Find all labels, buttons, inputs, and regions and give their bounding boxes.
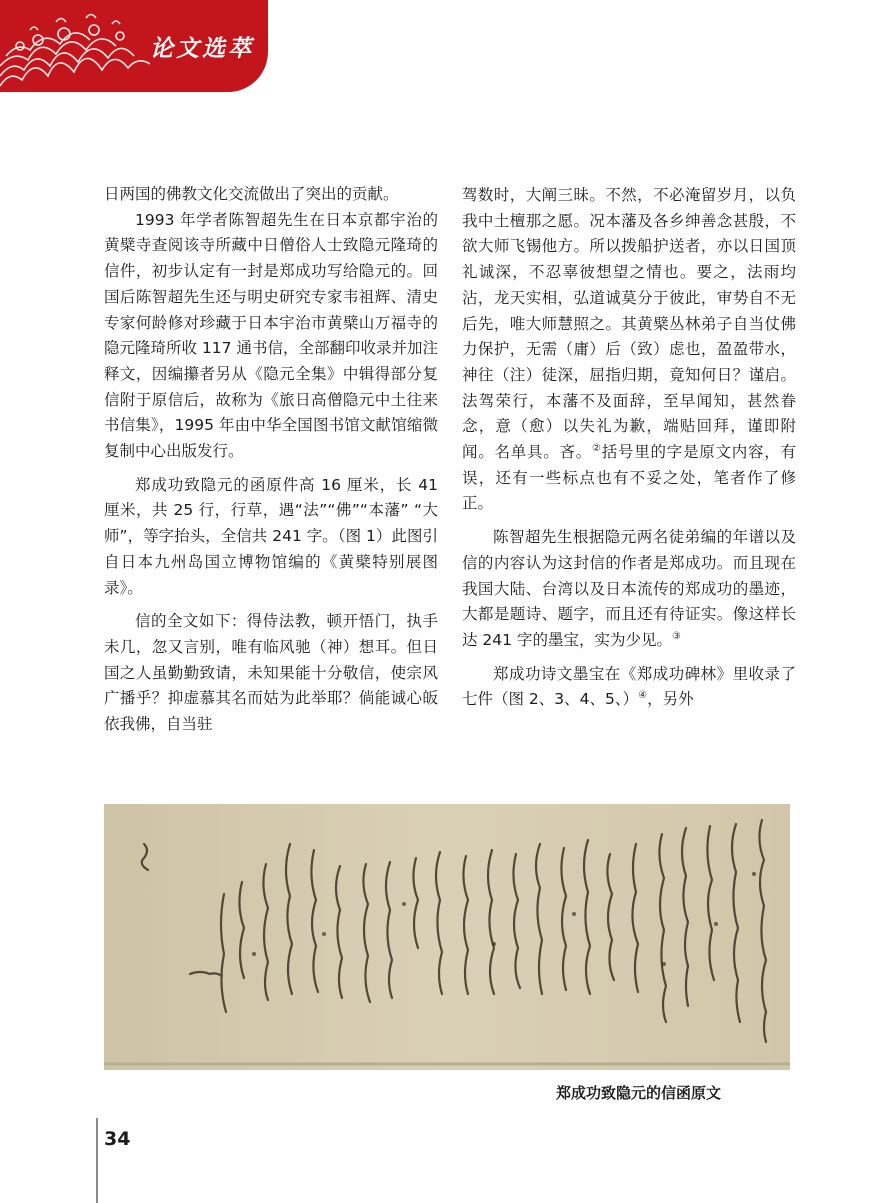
section-header-banner bbox=[0, 0, 268, 92]
paragraph-text: ，另外 bbox=[647, 690, 694, 709]
paragraph: 信的全文如下：得侍法教，顿开悟门，执手未几，忽又言别，唯有临风驰（神）想耳。但日国之人虽勤勤致请，未知果能十分敬信，使宗风广播乎？抑虚慕其名而姑为此举耶？倘能诚心皈依我佛，自当驻 bbox=[104, 612, 438, 734]
paragraph: 1993 年学者陈智超先生在日本京都宇治的黄檗寺查阅该寺所藏中日僧俗人士致隐元隆琦的信件，初步认定有一封是郑成功写给隐元的。回国后陈智超先生还与明史研究专家韦祖辉、清史 专家何龄修对珍藏于日本宇治市黄檗山万福寺的隐元隆琦所收 117 通书信，全部翻印收录并加注释文，因编攥者另从《隐元全集》中辑得部分复信附于原信后，故称为《旅日高僧隐元中土往来书信集》，1995 年由中华全国图书馆文献馆缩微复制中心出版发行。 bbox=[104, 210, 438, 461]
paragraph bbox=[462, 183, 796, 517]
page-number: 34 bbox=[104, 1128, 131, 1150]
paragraph: 日两国的佛教文化交流做出了突出的贡献。 bbox=[104, 185, 399, 203]
paragraph-text: 陈智超先生根据隐元两名徒弟编的年谱以及信的内容认为这封信的作者是郑成功。而且现在我国大陆、台湾以及日本流传的郑成功的墨迹，大都是题诗、题字，而且还有待证实。像这样长达 241 字的墨宝，实为少见。 bbox=[462, 528, 796, 649]
paragraph bbox=[462, 525, 796, 654]
footnote-ref: ② bbox=[592, 442, 602, 454]
left-column bbox=[104, 182, 438, 738]
footnote-ref: ④ bbox=[638, 690, 648, 702]
paragraph: 郑成功致隐元的函原件高 16 厘米，长 41 厘米，共 25 行，行草，遇“法”“佛”“本藩” “大师”，等字抬头，全信共 241 字。（图 1）此图引自日本九州岛国立博物馆编的《黄檗特别展图录》。 bbox=[104, 475, 438, 597]
figure-caption: 郑成功致隐元的信函原文 bbox=[556, 1084, 722, 1102]
letter-calligraphy-image bbox=[104, 804, 790, 1070]
right-column bbox=[462, 183, 796, 713]
paragraph-tail: 括号里的字是原文内容，有误，还有一些标点也有不妥之处，笔者作了修正。 bbox=[462, 443, 796, 513]
wave-pattern-icon bbox=[0, 0, 150, 92]
letter-text: 驾数时，大阐三昧。不然，不必淹留岁月，以负我中土檀那之愿。况本藩及各乡绅善念甚殷，不欲大师飞锡他方。所以拨船护送者，亦以日国顶礼诚深，不忍辜彼想望之情也。要之，法雨均沾，龙天实相，弘道诚莫分于彼此，审势自不无后先，唯大师慧照之。其黄檗丛林弟子自当仗佛力保护，无需（庸）后（致）虑也，盈盈带水，神往（注）徒深，屈指归期，竟知何日？谨启。法驾荣行，本藩不及面辞，至早闻知，甚然眷念，意（愈）以失礼为歉，端贴回拜，谨即附闻。名单具。吝。 bbox=[462, 186, 796, 462]
footnote-ref: ③ bbox=[671, 630, 681, 642]
page-divider bbox=[96, 1118, 98, 1203]
section-title: 论文选萃 bbox=[150, 35, 254, 62]
paragraph-text: 郑成功诗文墨宝在《郑成功碑林》里收录了七件（图 2、3、4、5、） bbox=[462, 664, 796, 709]
paragraph bbox=[462, 662, 796, 713]
